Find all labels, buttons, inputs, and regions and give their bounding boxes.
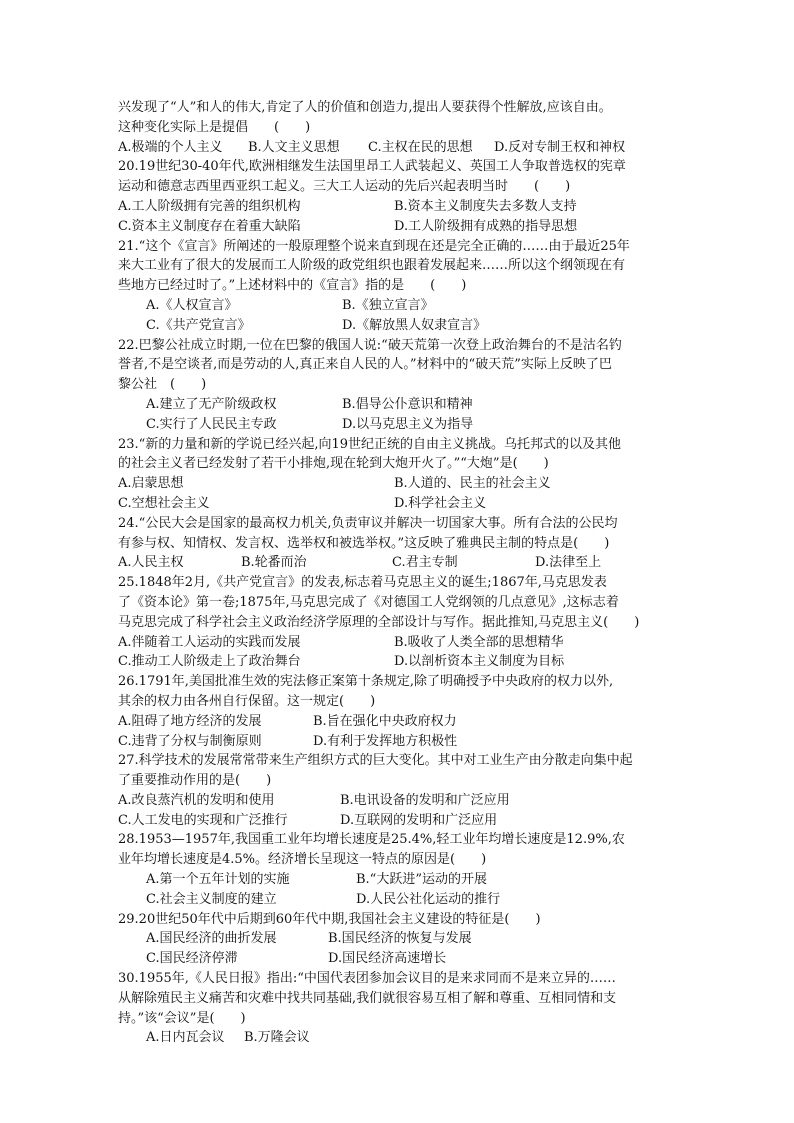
q26-options-row2 bbox=[118, 732, 684, 752]
option-a: A.国民经济的曲折发展 bbox=[146, 931, 277, 947]
text-line: 些地方已经过时了。”上述材料中的《宣言》指的是 ( ) bbox=[118, 278, 467, 294]
q24-options bbox=[118, 553, 684, 573]
text-line: 的社会主义者已经发射了若干小排炮,现在轮到大炮开火了。”“大炮”是( ) bbox=[118, 456, 549, 472]
option-a: A.日内瓦会议 bbox=[146, 1030, 225, 1046]
text-line: 业年均增长速度是4.5%。经济增长呈现这一特点的原因是( ) bbox=[118, 852, 487, 868]
question-stem: 27.科学技术的发展常常带来生产组织方式的巨大变化。其中对工业生产由分散走向集中起 bbox=[118, 753, 633, 769]
option-b: B.倡导公仆意识和精神 bbox=[342, 396, 473, 412]
q21-options-row1 bbox=[118, 296, 684, 316]
q25-options-row1 bbox=[118, 633, 684, 653]
option-a: A.伴随着工人运动的实践而发展 bbox=[118, 634, 301, 650]
option-b: B.人文主义思想 bbox=[248, 139, 340, 155]
option-d: D.以剖析资本主义制度为目标 bbox=[394, 654, 565, 670]
option-a: A.极端的个人主义 bbox=[118, 139, 223, 155]
text-line: 誉者,不是空谈者,而是劳动的人,真正来自人民的人。”材料中的“破天荒”实际上反映了巴 bbox=[118, 357, 612, 373]
option-b: B.万隆会议 bbox=[244, 1030, 310, 1046]
q23-options-row1 bbox=[118, 474, 684, 494]
option-b: B.资本主义制度失去多数人支持 bbox=[394, 198, 577, 214]
q29-options-row1 bbox=[118, 929, 684, 949]
question-stem: 26.1791年,美国批准生效的宪法修正案第十条规定,除了明确授予中央政府的权力以外, bbox=[118, 674, 614, 690]
option-b: B.电讯设备的发明和广泛应用 bbox=[340, 792, 510, 808]
option-a: A.第一个五年计划的实施 bbox=[146, 872, 290, 888]
option-d: D.反对专制王权和神权 bbox=[494, 139, 626, 155]
option-a: A.人民主权 bbox=[118, 555, 184, 571]
question-stem: 28.1953—1957年,我国重工业年均增长速度是25.4%,轻工业年均增长速度是12.9%,农 bbox=[118, 832, 625, 848]
option-a: A.启蒙思想 bbox=[118, 476, 184, 492]
option-c: C.《共产党宣言》 bbox=[146, 317, 251, 333]
option-c: C.人工发电的实现和广泛推行 bbox=[118, 812, 288, 828]
q21-options-row2 bbox=[118, 316, 684, 336]
q27-options-row2 bbox=[118, 811, 684, 831]
text-line: 有参与权、知情权、发言权、选举权和被选举权。”这反映了雅典民主制的特点是( ) bbox=[118, 535, 610, 551]
question-stem: 20.19世纪30-40年代,欧洲相继发生法国里昂工人武装起义、英国工人争取普选权的宪章 bbox=[118, 159, 626, 175]
option-d: D.法律至上 bbox=[535, 555, 602, 571]
option-c: C.社会主义制度的建立 bbox=[146, 891, 277, 907]
text-line: 来大工业有了很大的发展而工人阶级的政党组织也跟着发展起来……所以这个纲领现在有 bbox=[118, 258, 626, 274]
option-d: D.工人阶级拥有成熟的指导思想 bbox=[394, 218, 578, 234]
option-c: C.违背了分权与制衡原则 bbox=[118, 733, 262, 749]
q20-options-row1 bbox=[118, 197, 684, 217]
text-line: 了重要推动作用的是( ) bbox=[118, 773, 272, 789]
text-line: 马克思完成了科学社会主义政治经济学原理的全部设计与写作。据此推知,马克思主义( ) bbox=[118, 614, 640, 630]
option-b: B.吸收了人类全部的思想精华 bbox=[394, 634, 564, 650]
option-b: B.轮番而治 bbox=[241, 555, 307, 571]
option-c: C.资本主义制度存在着重大缺陷 bbox=[118, 218, 301, 234]
q23-options-row2 bbox=[118, 494, 684, 514]
option-d: D.国民经济高速增长 bbox=[328, 951, 447, 967]
option-b: B.旨在强化中央政府权力 bbox=[313, 713, 457, 729]
q30-options bbox=[118, 1028, 684, 1048]
text-line: 其余的权力由各州自行保留。这一规定( ) bbox=[118, 693, 376, 709]
text-line: 了《资本论》第一卷;1875年,马克思完成了《对德国工人党纲领的几点意见》,这标志着 bbox=[118, 594, 619, 610]
option-c: C.推动工人阶级走上了政治舞台 bbox=[118, 654, 301, 670]
q20-options-row2 bbox=[118, 217, 684, 237]
option-b: B.《独立宣言》 bbox=[342, 297, 434, 313]
option-c: C.主权在民的思想 bbox=[368, 139, 473, 155]
question-text-block bbox=[118, 98, 684, 1048]
text-line: 黎公社 ( ) bbox=[118, 377, 207, 393]
option-a: A.阻碍了地方经济的发展 bbox=[118, 713, 262, 729]
question-stem: 29.20世纪50年代中后期到60年代中期,我国社会主义建设的特征是( ) bbox=[118, 911, 541, 927]
text-line: 持。”该“会议”是( ) bbox=[118, 1010, 246, 1026]
question-stem: 25.1848年2月,《共产党宣言》的发表,标志着马克思主义的诞生;1867年,马克思发表 bbox=[118, 575, 607, 591]
text-line: 从解除殖民主义痛苦和灾难中找共同基础,我们就很容易互相了解和尊重、互相同情和支 bbox=[118, 990, 617, 1006]
q28-options-row2 bbox=[118, 890, 684, 910]
option-b: B.国民经济的恢复与发展 bbox=[328, 931, 472, 947]
option-b: B.“大跃进”运动的开展 bbox=[356, 872, 487, 888]
text-line: 兴发现了“人”和人的伟大,肯定了人的价值和创造力,提出人要获得个性解放,应该自由。 bbox=[118, 100, 612, 115]
q25-options-row2 bbox=[118, 652, 684, 672]
q19-options bbox=[118, 138, 684, 158]
option-a: A.改良蒸汽机的发明和使用 bbox=[118, 792, 275, 808]
q27-options-row1 bbox=[118, 791, 684, 811]
text-line: 这种变化实际上是提倡 ( ) bbox=[118, 119, 311, 135]
q29-options-row2 bbox=[118, 949, 684, 969]
question-stem: 21.“这个《宣言》所阐述的一般原理整个说来直到现在还是完全正确的……由于最近25年 bbox=[118, 238, 630, 254]
q26-options-row1 bbox=[118, 712, 684, 732]
option-d: D.有利于发挥地方积极性 bbox=[313, 733, 458, 749]
option-a: A.《人权宣言》 bbox=[146, 297, 238, 313]
option-c: C.国民经济停滞 bbox=[146, 951, 238, 967]
text-line: 运动和德意志西里西亚织工起义。三大工人运动的先后兴起表明当时 ( ) bbox=[118, 179, 571, 195]
option-c: C.君主专制 bbox=[392, 555, 458, 571]
option-c: C.空想社会主义 bbox=[118, 495, 210, 511]
question-stem: 23.“新的力量和新的学说已经兴起,向19世纪正统的自由主义挑战。乌托邦式的以及其他 bbox=[118, 436, 621, 452]
question-stem: 24.“公民大会是国家的最高权力机关,负责审议并解决一切国家大事。所有合法的公民均 bbox=[118, 515, 618, 531]
option-d: D.人民公社化运动的推行 bbox=[356, 891, 501, 907]
option-a: A.工人阶级拥有完善的组织机构 bbox=[118, 198, 301, 214]
q22-options-row2 bbox=[118, 415, 684, 435]
option-d: D.科学社会主义 bbox=[394, 495, 487, 511]
question-stem: 22.巴黎公社成立时期,一位在巴黎的俄国人说:“破天荒第一次登上政治舞台的不是沽名钓 bbox=[118, 337, 622, 353]
q22-options-row1 bbox=[118, 395, 684, 415]
option-a: A.建立了无产阶级政权 bbox=[146, 396, 277, 412]
option-d: D.互联网的发明和广泛应用 bbox=[340, 812, 498, 828]
question-stem: 30.1955年,《人民日报》指出:“中国代表团参加会议目的是来求同而不是来立异的…… bbox=[118, 971, 616, 987]
option-b: B.人道的、民主的社会主义 bbox=[394, 476, 551, 492]
option-d: D.以马克思主义为指导 bbox=[342, 416, 474, 432]
q28-options-row1 bbox=[118, 870, 684, 890]
option-d: D.《解放黑人奴隶宣言》 bbox=[342, 317, 487, 333]
option-c: C.实行了人民民主专政 bbox=[146, 416, 277, 432]
